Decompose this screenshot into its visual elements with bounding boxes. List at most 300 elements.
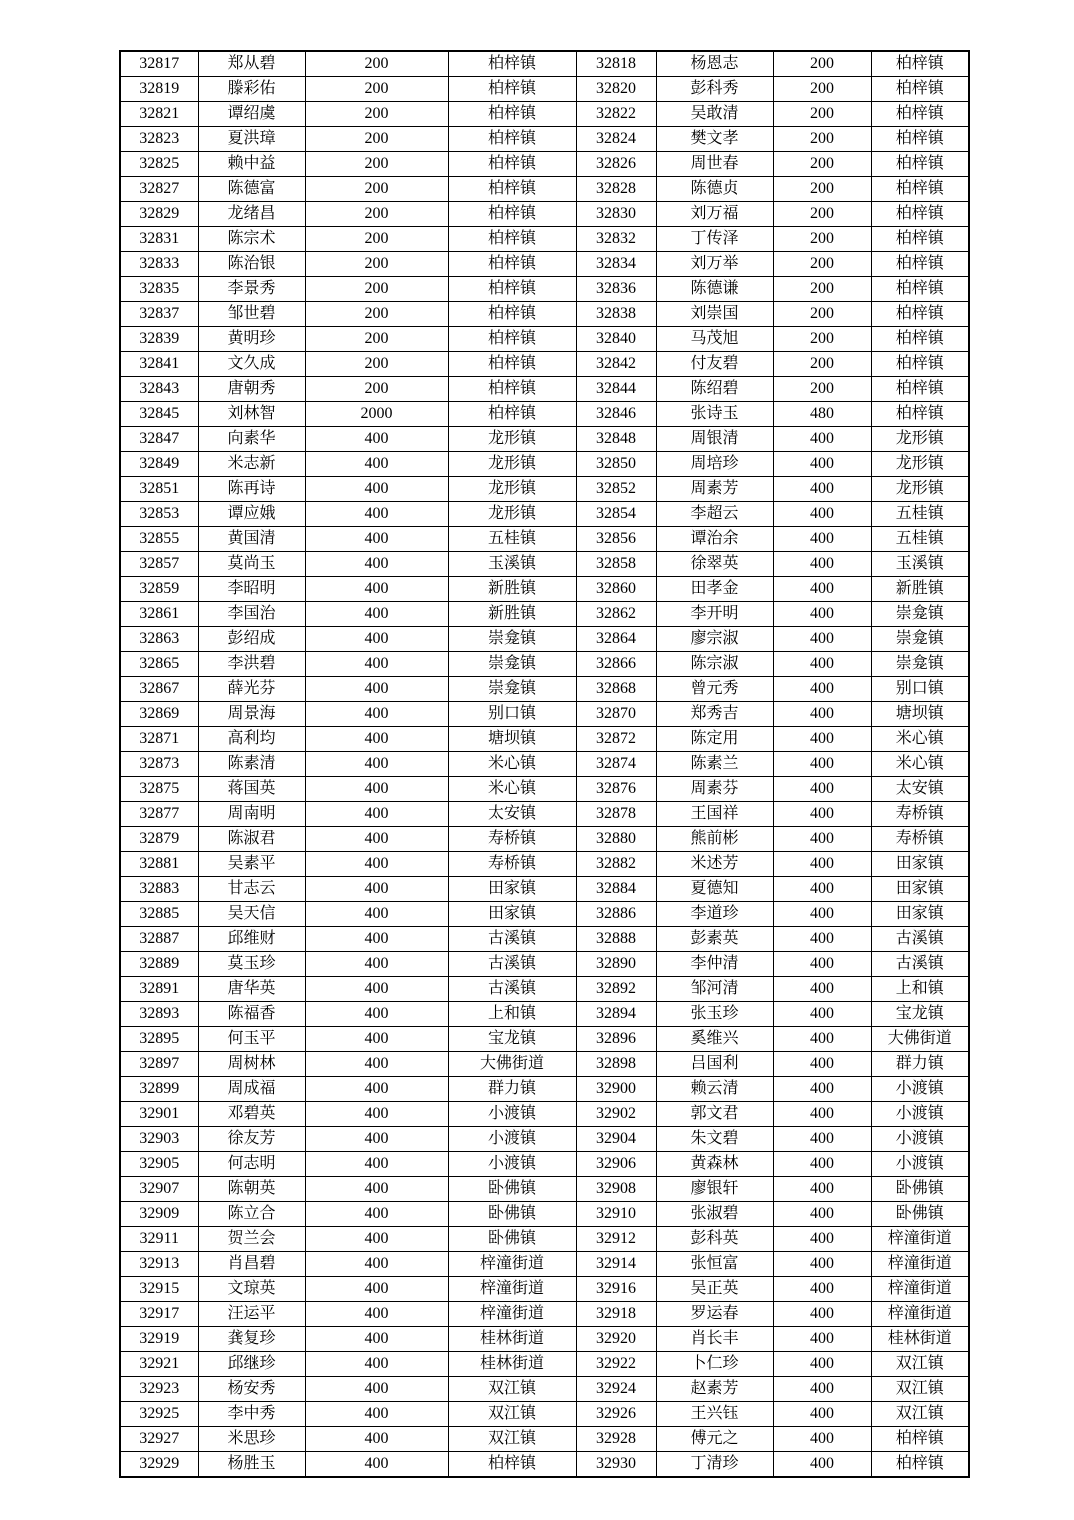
amount-cell: 400 bbox=[773, 1302, 871, 1327]
town-cell: 柏梓镇 bbox=[871, 51, 969, 77]
town-cell: 龙形镇 bbox=[448, 477, 576, 502]
serial-number-cell: 32928 bbox=[576, 1427, 656, 1452]
name-cell: 夏德知 bbox=[656, 877, 773, 902]
name-cell: 蒋国英 bbox=[198, 777, 305, 802]
name-cell: 郑从碧 bbox=[198, 51, 305, 77]
amount-cell: 400 bbox=[773, 1077, 871, 1102]
name-cell: 卜仁珍 bbox=[656, 1352, 773, 1377]
serial-number-cell: 32891 bbox=[120, 977, 198, 1002]
town-cell: 田家镇 bbox=[871, 852, 969, 877]
town-cell: 柏梓镇 bbox=[871, 252, 969, 277]
name-cell: 陈定用 bbox=[656, 727, 773, 752]
amount-cell: 400 bbox=[305, 1102, 448, 1127]
name-cell: 吴敢清 bbox=[656, 102, 773, 127]
amount-cell: 400 bbox=[773, 627, 871, 652]
name-cell: 陈绍碧 bbox=[656, 377, 773, 402]
serial-number-cell: 32868 bbox=[576, 677, 656, 702]
amount-cell: 200 bbox=[305, 102, 448, 127]
serial-number-cell: 32822 bbox=[576, 102, 656, 127]
subsidy-list-table bbox=[119, 50, 970, 1478]
table-row bbox=[120, 552, 969, 577]
town-cell: 小渡镇 bbox=[448, 1102, 576, 1127]
name-cell: 汪运平 bbox=[198, 1302, 305, 1327]
table-row bbox=[120, 802, 969, 827]
serial-number-cell: 32875 bbox=[120, 777, 198, 802]
amount-cell: 400 bbox=[305, 1177, 448, 1202]
name-cell: 吴天信 bbox=[198, 902, 305, 927]
town-cell: 米心镇 bbox=[448, 752, 576, 777]
serial-number-cell: 32884 bbox=[576, 877, 656, 902]
town-cell: 大佛街道 bbox=[871, 1027, 969, 1052]
name-cell: 廖宗淑 bbox=[656, 627, 773, 652]
town-cell: 寿桥镇 bbox=[448, 852, 576, 877]
name-cell: 周南明 bbox=[198, 802, 305, 827]
amount-cell: 400 bbox=[773, 502, 871, 527]
amount-cell: 400 bbox=[773, 727, 871, 752]
name-cell: 刘万举 bbox=[656, 252, 773, 277]
name-cell: 龚复珍 bbox=[198, 1327, 305, 1352]
serial-number-cell: 32834 bbox=[576, 252, 656, 277]
amount-cell: 400 bbox=[773, 1277, 871, 1302]
amount-cell: 200 bbox=[305, 227, 448, 252]
town-cell: 柏梓镇 bbox=[871, 177, 969, 202]
amount-cell: 400 bbox=[773, 1152, 871, 1177]
town-cell: 双江镇 bbox=[871, 1352, 969, 1377]
amount-cell: 400 bbox=[305, 727, 448, 752]
town-cell: 柏梓镇 bbox=[448, 302, 576, 327]
town-cell: 卧佛镇 bbox=[871, 1177, 969, 1202]
name-cell: 张淑碧 bbox=[656, 1202, 773, 1227]
amount-cell: 400 bbox=[305, 1427, 448, 1452]
serial-number-cell: 32918 bbox=[576, 1302, 656, 1327]
town-cell: 五桂镇 bbox=[448, 527, 576, 552]
amount-cell: 400 bbox=[773, 427, 871, 452]
table-row bbox=[120, 1452, 969, 1478]
serial-number-cell: 32925 bbox=[120, 1402, 198, 1427]
town-cell: 柏梓镇 bbox=[871, 127, 969, 152]
serial-number-cell: 32899 bbox=[120, 1077, 198, 1102]
serial-number-cell: 32887 bbox=[120, 927, 198, 952]
town-cell: 柏梓镇 bbox=[871, 202, 969, 227]
amount-cell: 400 bbox=[305, 927, 448, 952]
amount-cell: 200 bbox=[773, 302, 871, 327]
table-row bbox=[120, 727, 969, 752]
name-cell: 高利均 bbox=[198, 727, 305, 752]
town-cell: 小渡镇 bbox=[871, 1127, 969, 1152]
name-cell: 吴正英 bbox=[656, 1277, 773, 1302]
serial-number-cell: 32849 bbox=[120, 452, 198, 477]
town-cell: 崇龛镇 bbox=[448, 627, 576, 652]
name-cell: 廖银轩 bbox=[656, 1177, 773, 1202]
amount-cell: 400 bbox=[305, 977, 448, 1002]
town-cell: 龙形镇 bbox=[448, 427, 576, 452]
table-row bbox=[120, 1002, 969, 1027]
serial-number-cell: 32904 bbox=[576, 1127, 656, 1152]
table-row bbox=[120, 202, 969, 227]
name-cell: 陈治银 bbox=[198, 252, 305, 277]
amount-cell: 400 bbox=[305, 777, 448, 802]
table-row bbox=[120, 1227, 969, 1252]
amount-cell: 200 bbox=[305, 51, 448, 77]
table-row bbox=[120, 1027, 969, 1052]
serial-number-cell: 32883 bbox=[120, 877, 198, 902]
name-cell: 邱继珍 bbox=[198, 1352, 305, 1377]
serial-number-cell: 32866 bbox=[576, 652, 656, 677]
table-row bbox=[120, 252, 969, 277]
table-row bbox=[120, 1077, 969, 1102]
serial-number-cell: 32902 bbox=[576, 1102, 656, 1127]
town-cell: 柏梓镇 bbox=[871, 1452, 969, 1478]
name-cell: 邹河清 bbox=[656, 977, 773, 1002]
name-cell: 李洪碧 bbox=[198, 652, 305, 677]
town-cell: 米心镇 bbox=[871, 727, 969, 752]
serial-number-cell: 32905 bbox=[120, 1152, 198, 1177]
amount-cell: 400 bbox=[305, 577, 448, 602]
table-row bbox=[120, 1102, 969, 1127]
serial-number-cell: 32922 bbox=[576, 1352, 656, 1377]
serial-number-cell: 32829 bbox=[120, 202, 198, 227]
town-cell: 柏梓镇 bbox=[448, 202, 576, 227]
town-cell: 柏梓镇 bbox=[871, 1427, 969, 1452]
serial-number-cell: 32852 bbox=[576, 477, 656, 502]
name-cell: 彭科秀 bbox=[656, 77, 773, 102]
serial-number-cell: 32872 bbox=[576, 727, 656, 752]
table-row bbox=[120, 777, 969, 802]
name-cell: 文久成 bbox=[198, 352, 305, 377]
name-cell: 周成福 bbox=[198, 1077, 305, 1102]
serial-number-cell: 32826 bbox=[576, 152, 656, 177]
town-cell: 塘坝镇 bbox=[871, 702, 969, 727]
town-cell: 柏梓镇 bbox=[448, 127, 576, 152]
table-row bbox=[120, 1377, 969, 1402]
town-cell: 卧佛镇 bbox=[448, 1202, 576, 1227]
amount-cell: 200 bbox=[305, 352, 448, 377]
serial-number-cell: 32860 bbox=[576, 577, 656, 602]
table-row bbox=[120, 152, 969, 177]
serial-number-cell: 32903 bbox=[120, 1127, 198, 1152]
amount-cell: 400 bbox=[305, 1152, 448, 1177]
serial-number-cell: 32836 bbox=[576, 277, 656, 302]
amount-cell: 400 bbox=[305, 1452, 448, 1478]
town-cell: 别口镇 bbox=[871, 677, 969, 702]
town-cell: 小渡镇 bbox=[871, 1152, 969, 1177]
name-cell: 王国祥 bbox=[656, 802, 773, 827]
name-cell: 薛光芬 bbox=[198, 677, 305, 702]
name-cell: 陈宗术 bbox=[198, 227, 305, 252]
amount-cell: 400 bbox=[773, 1227, 871, 1252]
name-cell: 邓碧英 bbox=[198, 1102, 305, 1127]
amount-cell: 200 bbox=[305, 277, 448, 302]
table-row bbox=[120, 352, 969, 377]
amount-cell: 200 bbox=[773, 277, 871, 302]
amount-cell: 400 bbox=[305, 652, 448, 677]
town-cell: 太安镇 bbox=[871, 777, 969, 802]
town-cell: 古溪镇 bbox=[448, 952, 576, 977]
serial-number-cell: 32821 bbox=[120, 102, 198, 127]
amount-cell: 400 bbox=[305, 602, 448, 627]
serial-number-cell: 32898 bbox=[576, 1052, 656, 1077]
amount-cell: 200 bbox=[773, 77, 871, 102]
serial-number-cell: 32835 bbox=[120, 277, 198, 302]
name-cell: 李超云 bbox=[656, 502, 773, 527]
amount-cell: 400 bbox=[305, 1327, 448, 1352]
amount-cell: 400 bbox=[773, 927, 871, 952]
town-cell: 桂林街道 bbox=[448, 1352, 576, 1377]
amount-cell: 200 bbox=[305, 377, 448, 402]
town-cell: 上和镇 bbox=[448, 1002, 576, 1027]
town-cell: 梓潼街道 bbox=[871, 1302, 969, 1327]
town-cell: 田家镇 bbox=[871, 902, 969, 927]
town-cell: 崇龛镇 bbox=[448, 652, 576, 677]
amount-cell: 400 bbox=[305, 1377, 448, 1402]
amount-cell: 400 bbox=[773, 1252, 871, 1277]
serial-number-cell: 32817 bbox=[120, 51, 198, 77]
serial-number-cell: 32871 bbox=[120, 727, 198, 752]
name-cell: 陈朝英 bbox=[198, 1177, 305, 1202]
serial-number-cell: 32846 bbox=[576, 402, 656, 427]
name-cell: 郭文君 bbox=[656, 1102, 773, 1127]
serial-number-cell: 32859 bbox=[120, 577, 198, 602]
town-cell: 柏梓镇 bbox=[448, 227, 576, 252]
table-row bbox=[120, 302, 969, 327]
town-cell: 宝龙镇 bbox=[871, 1002, 969, 1027]
serial-number-cell: 32911 bbox=[120, 1227, 198, 1252]
serial-number-cell: 32927 bbox=[120, 1427, 198, 1452]
amount-cell: 200 bbox=[773, 327, 871, 352]
table-row bbox=[120, 177, 969, 202]
table-row bbox=[120, 927, 969, 952]
town-cell: 双江镇 bbox=[871, 1377, 969, 1402]
amount-cell: 200 bbox=[305, 77, 448, 102]
serial-number-cell: 32851 bbox=[120, 477, 198, 502]
town-cell: 柏梓镇 bbox=[871, 77, 969, 102]
town-cell: 古溪镇 bbox=[871, 952, 969, 977]
serial-number-cell: 32882 bbox=[576, 852, 656, 877]
table-row bbox=[120, 1327, 969, 1352]
amount-cell: 400 bbox=[773, 877, 871, 902]
serial-number-cell: 32915 bbox=[120, 1277, 198, 1302]
name-cell: 奚维兴 bbox=[656, 1027, 773, 1052]
town-cell: 小渡镇 bbox=[871, 1102, 969, 1127]
table-row bbox=[120, 952, 969, 977]
amount-cell: 400 bbox=[773, 777, 871, 802]
amount-cell: 200 bbox=[305, 252, 448, 277]
town-cell: 寿桥镇 bbox=[871, 827, 969, 852]
table-row bbox=[120, 677, 969, 702]
town-cell: 柏梓镇 bbox=[871, 152, 969, 177]
town-cell: 塘坝镇 bbox=[448, 727, 576, 752]
name-cell: 周景海 bbox=[198, 702, 305, 727]
amount-cell: 400 bbox=[773, 452, 871, 477]
amount-cell: 200 bbox=[773, 252, 871, 277]
amount-cell: 400 bbox=[305, 1352, 448, 1377]
table-row bbox=[120, 1302, 969, 1327]
name-cell: 李中秀 bbox=[198, 1402, 305, 1427]
serial-number-cell: 32870 bbox=[576, 702, 656, 727]
serial-number-cell: 32880 bbox=[576, 827, 656, 852]
serial-number-cell: 32900 bbox=[576, 1077, 656, 1102]
serial-number-cell: 32854 bbox=[576, 502, 656, 527]
town-cell: 崇龛镇 bbox=[871, 652, 969, 677]
town-cell: 梓潼街道 bbox=[448, 1302, 576, 1327]
table-row bbox=[120, 1202, 969, 1227]
name-cell: 何玉平 bbox=[198, 1027, 305, 1052]
name-cell: 赵素芳 bbox=[656, 1377, 773, 1402]
town-cell: 柏梓镇 bbox=[448, 102, 576, 127]
name-cell: 彭素英 bbox=[656, 927, 773, 952]
amount-cell: 200 bbox=[773, 352, 871, 377]
town-cell: 玉溪镇 bbox=[871, 552, 969, 577]
serial-number-cell: 32863 bbox=[120, 627, 198, 652]
town-cell: 柏梓镇 bbox=[448, 352, 576, 377]
serial-number-cell: 32885 bbox=[120, 902, 198, 927]
town-cell: 双江镇 bbox=[448, 1427, 576, 1452]
amount-cell: 400 bbox=[305, 477, 448, 502]
town-cell: 柏梓镇 bbox=[448, 377, 576, 402]
serial-number-cell: 32832 bbox=[576, 227, 656, 252]
amount-cell: 400 bbox=[773, 602, 871, 627]
amount-cell: 400 bbox=[773, 677, 871, 702]
amount-cell: 400 bbox=[305, 852, 448, 877]
name-cell: 杨恩志 bbox=[656, 51, 773, 77]
amount-cell: 400 bbox=[305, 952, 448, 977]
table-row bbox=[120, 1277, 969, 1302]
amount-cell: 200 bbox=[305, 327, 448, 352]
serial-number-cell: 32909 bbox=[120, 1202, 198, 1227]
table-row bbox=[120, 902, 969, 927]
table-row bbox=[120, 402, 969, 427]
town-cell: 古溪镇 bbox=[448, 927, 576, 952]
table-row bbox=[120, 327, 969, 352]
table-row bbox=[120, 502, 969, 527]
town-cell: 柏梓镇 bbox=[448, 77, 576, 102]
serial-number-cell: 32823 bbox=[120, 127, 198, 152]
name-cell: 米思珍 bbox=[198, 1427, 305, 1452]
town-cell: 古溪镇 bbox=[448, 977, 576, 1002]
amount-cell: 400 bbox=[305, 452, 448, 477]
serial-number-cell: 32830 bbox=[576, 202, 656, 227]
town-cell: 玉溪镇 bbox=[448, 552, 576, 577]
serial-number-cell: 32856 bbox=[576, 527, 656, 552]
name-cell: 马茂旭 bbox=[656, 327, 773, 352]
serial-number-cell: 32843 bbox=[120, 377, 198, 402]
town-cell: 梓潼街道 bbox=[871, 1277, 969, 1302]
name-cell: 丁传泽 bbox=[656, 227, 773, 252]
name-cell: 周素芳 bbox=[656, 477, 773, 502]
serial-number-cell: 32879 bbox=[120, 827, 198, 852]
serial-number-cell: 32842 bbox=[576, 352, 656, 377]
amount-cell: 200 bbox=[773, 377, 871, 402]
serial-number-cell: 32873 bbox=[120, 752, 198, 777]
name-cell: 陈宗淑 bbox=[656, 652, 773, 677]
serial-number-cell: 32914 bbox=[576, 1252, 656, 1277]
name-cell: 郑秀吉 bbox=[656, 702, 773, 727]
name-cell: 赖云清 bbox=[656, 1077, 773, 1102]
town-cell: 双江镇 bbox=[871, 1402, 969, 1427]
town-cell: 米心镇 bbox=[448, 777, 576, 802]
amount-cell: 200 bbox=[773, 227, 871, 252]
name-cell: 莫尚玉 bbox=[198, 552, 305, 577]
serial-number-cell: 32893 bbox=[120, 1002, 198, 1027]
name-cell: 周树林 bbox=[198, 1052, 305, 1077]
amount-cell: 400 bbox=[305, 1202, 448, 1227]
amount-cell: 200 bbox=[305, 202, 448, 227]
serial-number-cell: 32865 bbox=[120, 652, 198, 677]
town-cell: 大佛街道 bbox=[448, 1052, 576, 1077]
amount-cell: 400 bbox=[305, 1227, 448, 1252]
serial-number-cell: 32921 bbox=[120, 1352, 198, 1377]
town-cell: 柏梓镇 bbox=[448, 402, 576, 427]
town-cell: 寿桥镇 bbox=[448, 827, 576, 852]
amount-cell: 400 bbox=[773, 852, 871, 877]
name-cell: 吴素平 bbox=[198, 852, 305, 877]
table-row bbox=[120, 1402, 969, 1427]
town-cell: 上和镇 bbox=[871, 977, 969, 1002]
amount-cell: 200 bbox=[773, 202, 871, 227]
amount-cell: 400 bbox=[773, 977, 871, 1002]
town-cell: 柏梓镇 bbox=[871, 377, 969, 402]
name-cell: 米志新 bbox=[198, 452, 305, 477]
town-cell: 龙形镇 bbox=[448, 502, 576, 527]
table-row bbox=[120, 877, 969, 902]
name-cell: 谭应娥 bbox=[198, 502, 305, 527]
serial-number-cell: 32908 bbox=[576, 1177, 656, 1202]
name-cell: 黄明珍 bbox=[198, 327, 305, 352]
town-cell: 柏梓镇 bbox=[448, 51, 576, 77]
table-row bbox=[120, 427, 969, 452]
name-cell: 李国治 bbox=[198, 602, 305, 627]
serial-number-cell: 32853 bbox=[120, 502, 198, 527]
serial-number-cell: 32930 bbox=[576, 1452, 656, 1478]
town-cell: 柏梓镇 bbox=[448, 277, 576, 302]
name-cell: 杨胜玉 bbox=[198, 1452, 305, 1478]
name-cell: 彭绍成 bbox=[198, 627, 305, 652]
serial-number-cell: 32929 bbox=[120, 1452, 198, 1478]
town-cell: 双江镇 bbox=[448, 1377, 576, 1402]
amount-cell: 400 bbox=[773, 1002, 871, 1027]
name-cell: 夏洪璋 bbox=[198, 127, 305, 152]
name-cell: 向素华 bbox=[198, 427, 305, 452]
amount-cell: 400 bbox=[773, 1402, 871, 1427]
amount-cell: 400 bbox=[305, 902, 448, 927]
serial-number-cell: 32889 bbox=[120, 952, 198, 977]
serial-number-cell: 32886 bbox=[576, 902, 656, 927]
town-cell: 梓潼街道 bbox=[448, 1277, 576, 1302]
serial-number-cell: 32917 bbox=[120, 1302, 198, 1327]
name-cell: 陈素清 bbox=[198, 752, 305, 777]
table-row bbox=[120, 1052, 969, 1077]
town-cell: 柏梓镇 bbox=[871, 327, 969, 352]
table-row bbox=[120, 1127, 969, 1152]
table-row bbox=[120, 577, 969, 602]
table-row bbox=[120, 527, 969, 552]
serial-number-cell: 32855 bbox=[120, 527, 198, 552]
table-row bbox=[120, 1427, 969, 1452]
amount-cell: 400 bbox=[305, 627, 448, 652]
amount-cell: 400 bbox=[305, 1002, 448, 1027]
amount-cell: 400 bbox=[773, 702, 871, 727]
name-cell: 莫玉珍 bbox=[198, 952, 305, 977]
name-cell: 傅元之 bbox=[656, 1427, 773, 1452]
name-cell: 何志明 bbox=[198, 1152, 305, 1177]
town-cell: 柏梓镇 bbox=[871, 352, 969, 377]
name-cell: 熊前彬 bbox=[656, 827, 773, 852]
serial-number-cell: 32890 bbox=[576, 952, 656, 977]
serial-number-cell: 32839 bbox=[120, 327, 198, 352]
town-cell: 崇龛镇 bbox=[448, 677, 576, 702]
town-cell: 群力镇 bbox=[871, 1052, 969, 1077]
table-row bbox=[120, 227, 969, 252]
